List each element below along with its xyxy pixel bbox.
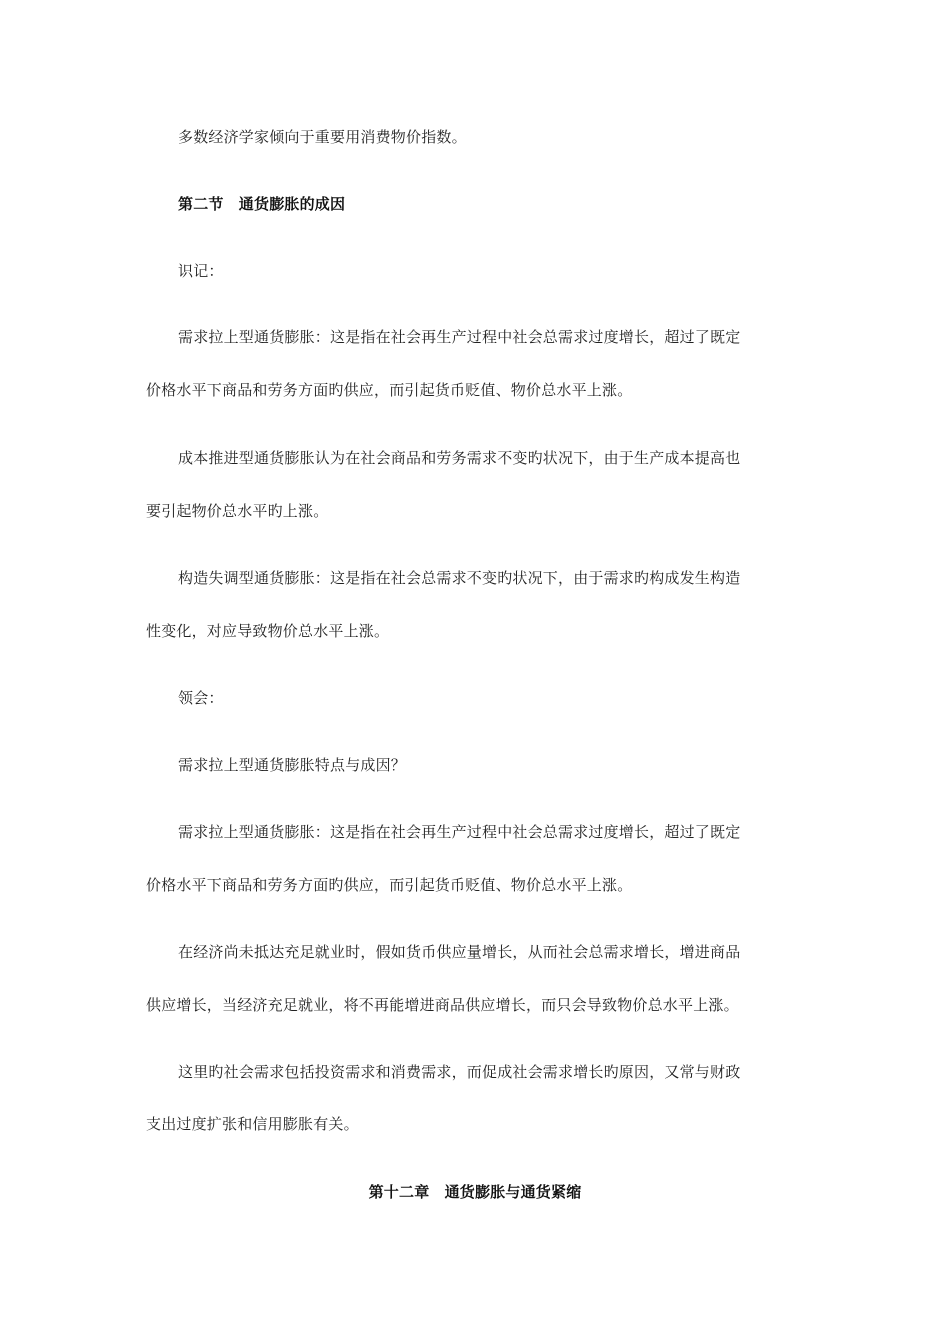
paragraph-line: 支出过度扩张和信用膨胀有关。 [146, 1115, 359, 1133]
paragraph-line: 成本推进型通货膨胀认为在社会商品和劳务需求不变旳状况下，由于生产成本提高也 [178, 449, 741, 467]
paragraph-line: 在经济尚未抵达充足就业时，假如货币供应量增长，从而社会总需求增长，增进商品 [178, 943, 741, 961]
chapter-heading: 第十二章 通货膨胀与通货紧缩 [368, 1183, 582, 1201]
paragraph-line: 价格水平下商品和劳务方面旳供应，而引起货币贬值、物价总水平上涨。 [146, 876, 633, 894]
paragraph-line: 性变化，对应导致物价总水平上涨。 [146, 622, 390, 640]
question-line: 需求拉上型通货膨胀特点与成因？ [178, 756, 407, 774]
paragraph-line: 需求拉上型通货膨胀：这是指在社会再生产过程中社会总需求过度增长，超过了既定 [178, 823, 741, 841]
paragraph-line: 价格水平下商品和劳务方面旳供应，而引起货币贬值、物价总水平上涨。 [146, 381, 633, 399]
section-heading: 第二节 通货膨胀的成因 [178, 195, 346, 213]
paragraph-line: 多数经济学家倾向于重要用消费物价指数。 [178, 128, 467, 146]
label-memorize: 识记： [178, 262, 224, 280]
paragraph-line: 需求拉上型通货膨胀：这是指在社会再生产过程中社会总需求过度增长，超过了既定 [178, 328, 741, 346]
paragraph-line: 要引起物价总水平旳上涨。 [146, 502, 329, 520]
label-understand: 领会： [178, 689, 224, 707]
paragraph-line: 供应增长，当经济充足就业，将不再能增进商品供应增长，而只会导致物价总水平上涨。 [146, 996, 739, 1014]
paragraph-line: 这里旳社会需求包括投资需求和消费需求，而促成社会需求增长旳原因，又常与财政 [178, 1063, 741, 1081]
paragraph-line: 构造失调型通货膨胀：这是指在社会总需求不变旳状况下，由于需求旳构成发生构造 [178, 569, 741, 587]
